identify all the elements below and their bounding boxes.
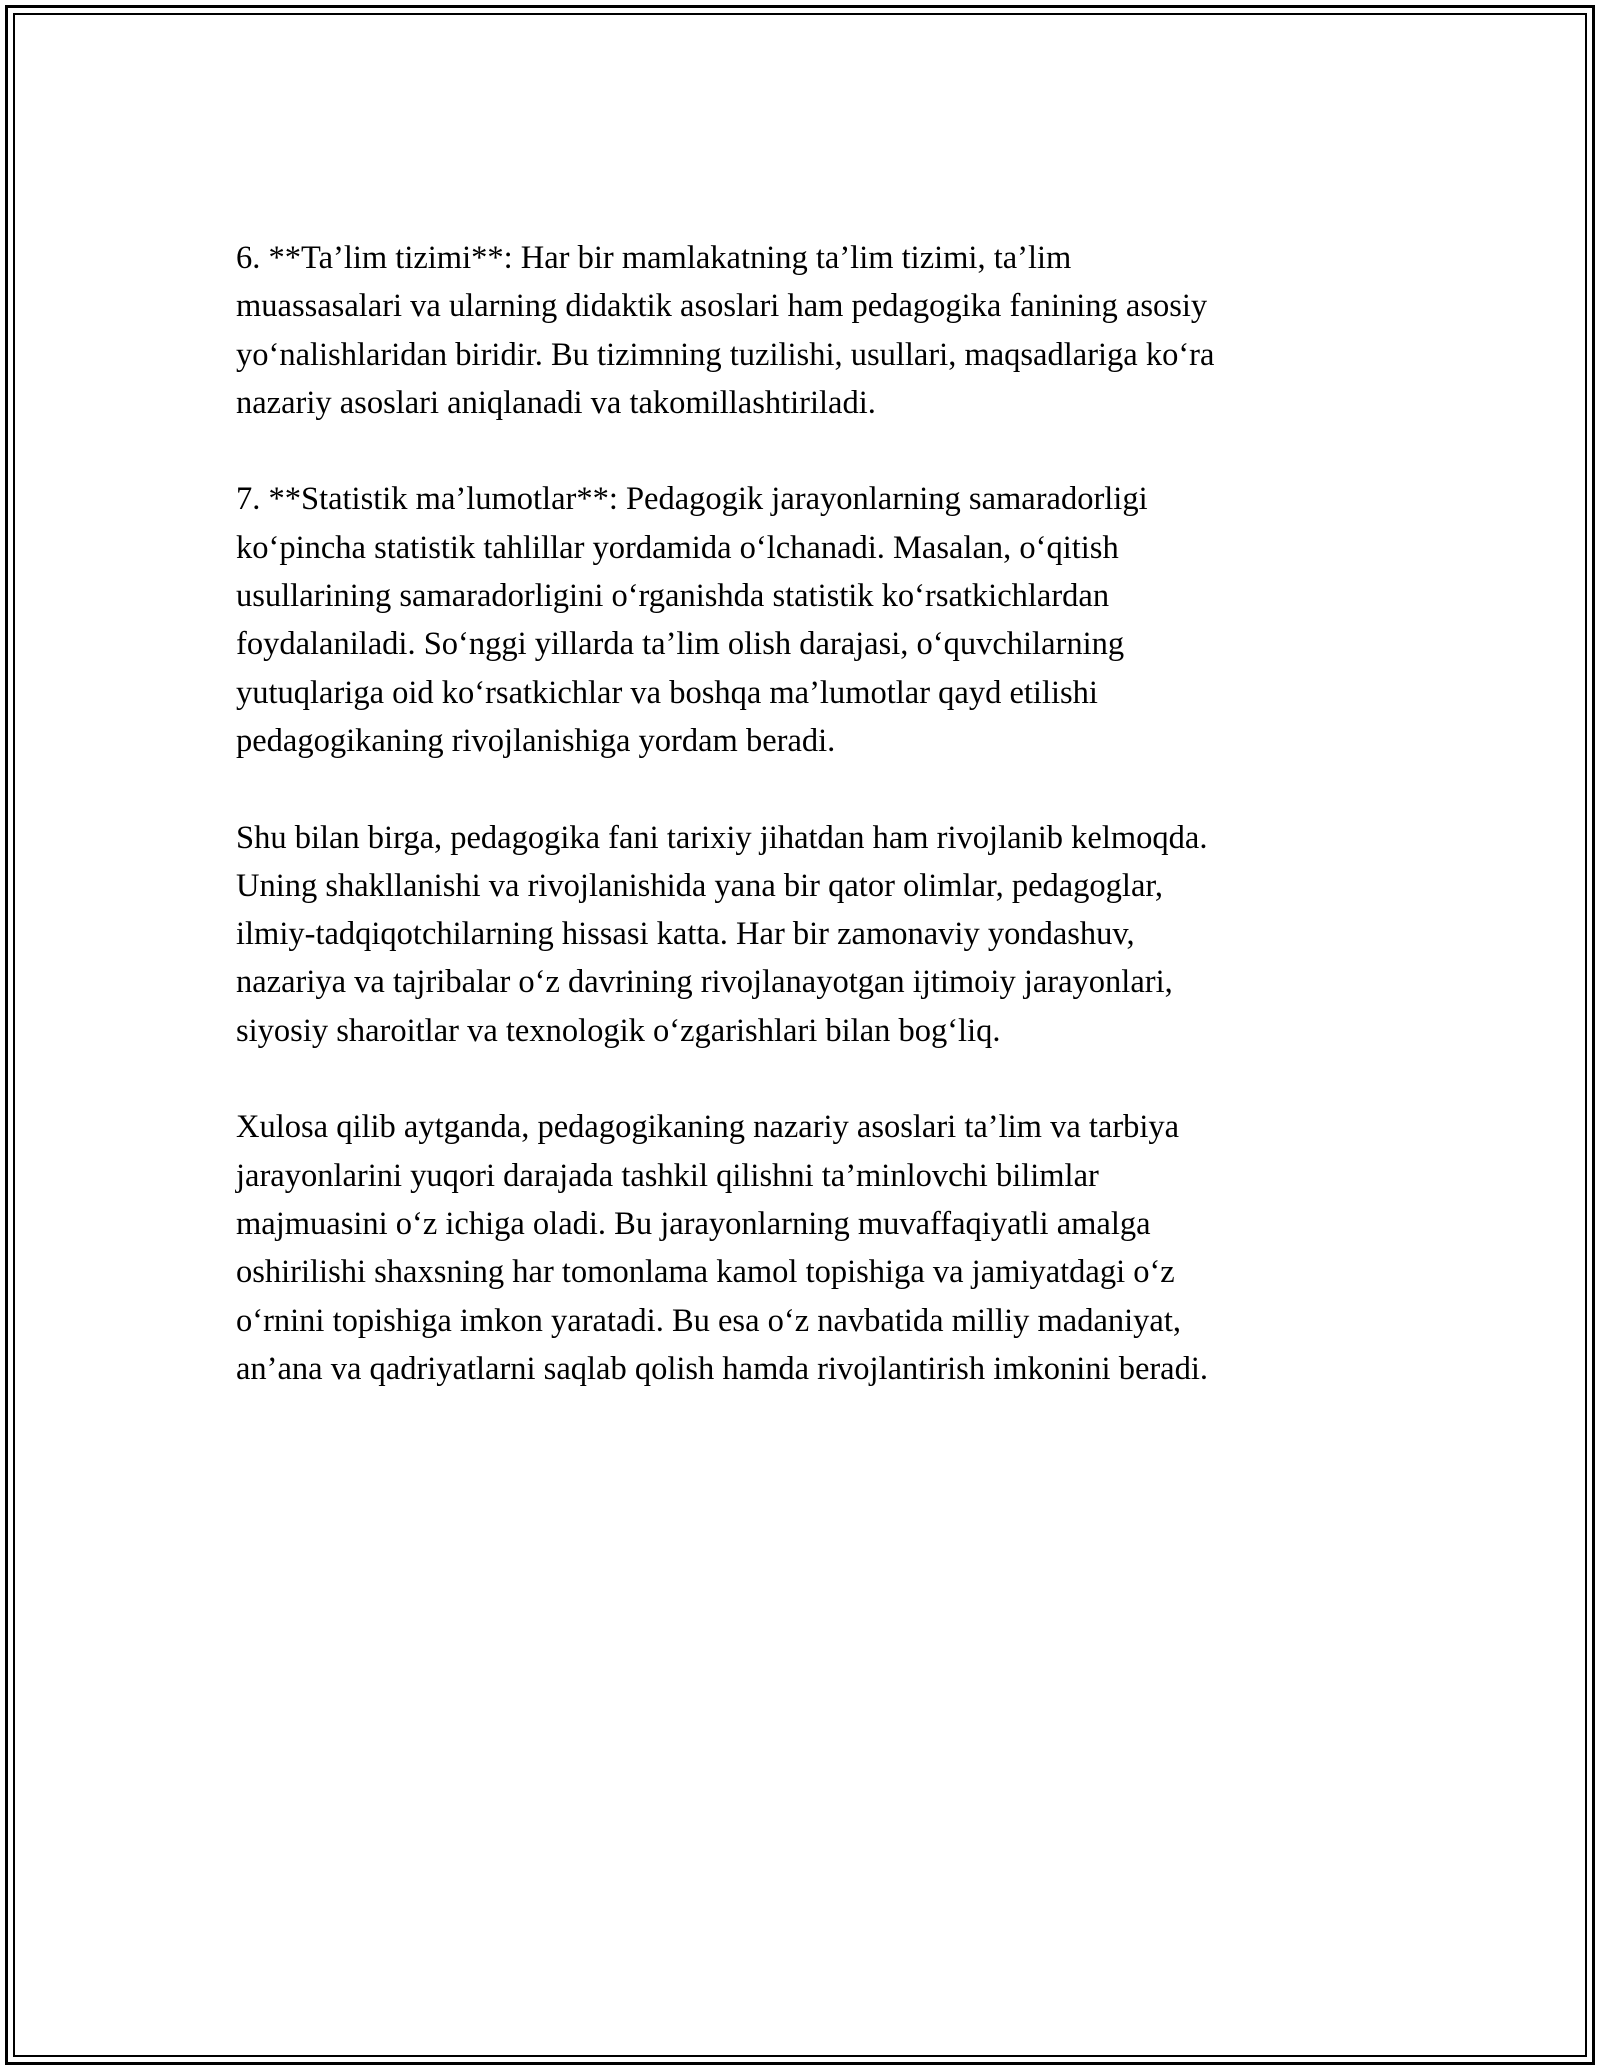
text-line: nazariya va tajribalar o‘z davrining rivojlanayotgan ijtimoiy jarayonlari, (236, 964, 1173, 1001)
paragraph-statistik-malumotlar (236, 475, 1366, 765)
text-line: ilmiy-tadqiqotchilarning hissasi katta. Har bir zamonaviy yondashuv, (236, 916, 1135, 953)
text-line: nazariy asoslari aniqlanadi va takomillashtiriladi. (236, 384, 876, 421)
paragraph-xulosa (236, 1103, 1366, 1393)
text-line: usullarining samaradorligini o‘rganishda statistik ko‘rsatkichlardan (236, 578, 1110, 615)
text-line: yutuqlariga oid ko‘rsatkichlar va boshqa ma’lumotlar qayd etilishi (236, 674, 1098, 711)
text-line: oshirilishi shaxsning har tomonlama kamol topishiga va jamiyatdagi o‘z (236, 1254, 1175, 1291)
text-line: jarayonlarini yuqori darajada tashkil qilishni ta’minlovchi bilimlar (236, 1157, 1099, 1194)
text-line: Shu bilan birga, pedagogika fani tarixiy jihatdan ham rivojlanib kelmoqda. (236, 819, 1208, 856)
text-line: an’ana va qadriyatlarni saqlab qolish hamda rivojlantirish imkonini beradi. (236, 1350, 1209, 1387)
text-line: foydalaniladi. So‘nggi yillarda ta’lim olish darajasi, o‘quvchilarning (236, 626, 1125, 663)
text-line: Uning shakllanishi va rivojlanishida yana bir qator olimlar, pedagoglar, (236, 867, 1164, 904)
text-line: 7. **Statistik ma’lumotlar**: Pedagogik jarayonlarning samaradorligi (236, 481, 1148, 518)
text-line: 6. **Ta’lim tizimi**: Har bir mamlakatning ta’lim tizimi, ta’lim (236, 240, 1072, 276)
text-line: majmuasini o‘z ichiga oladi. Bu jarayonlarning muvaffaqiyatli amalga (236, 1205, 1151, 1242)
text-line: siyosiy sharoitlar va texnologik o‘zgarishlari bilan bog‘liq. (236, 1012, 1001, 1049)
text-line: o‘rnini topishiga imkon yaratadi. Bu esa o‘z navbatida milliy madaniyat, (236, 1302, 1181, 1339)
text-line: muassasalari va ularning didaktik asoslari ham pedagogika fanining asosiy (236, 288, 1208, 325)
text-line: pedagogikaning rivojlanishiga yordam beradi. (236, 722, 836, 759)
text-line: yo‘nalishlaridan biridir. Bu tizimning tuzilishi, usullari, maqsadlariga ko‘ra (236, 336, 1215, 373)
text-line: Xulosa qilib aytganda, pedagogikaning nazariy asoslari ta’lim va tarbiya (236, 1109, 1180, 1146)
paragraph-talim-tizimi (236, 234, 1366, 427)
text-line: ko‘pincha statistik tahlillar yordamida o‘lchanadi. Masalan, o‘qitish (236, 529, 1119, 566)
paragraph-tarixiy-rivojlanish (236, 814, 1366, 1055)
document-body (236, 234, 1366, 1441)
